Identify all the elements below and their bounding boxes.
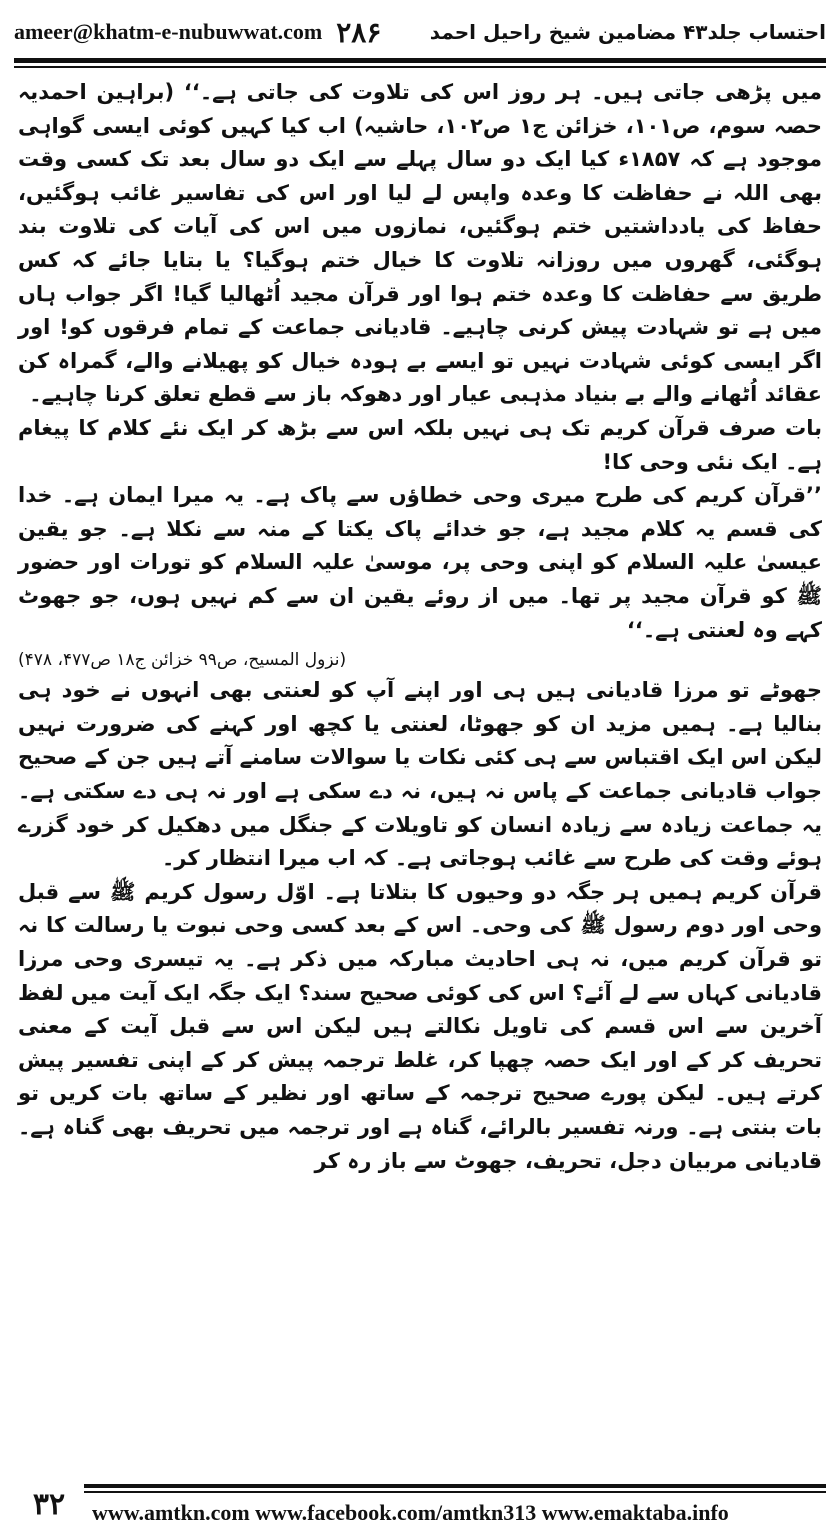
footer-rule-thick <box>84 1484 826 1488</box>
header-title: احتساب جلد۴۳ مضامین شیخ راحیل احمد <box>429 20 826 44</box>
footer-bar <box>84 1482 826 1526</box>
header-left <box>14 16 381 49</box>
header-email[interactable]: ameer@khatm-e-nubuwwat.com <box>14 19 323 44</box>
header-page-number: ۲۸۶ <box>336 15 382 49</box>
page-header <box>14 12 826 52</box>
paragraph-1: میں پڑھی جاتی ہیں۔ ہر روز اس کی تلاوت کی جاتی ہے۔‘‘ (براہین احمدیہ حصہ سوم، ص۱۰۱، خزائن ج۱ ص۱۰۲، حاشیہ) اب کیا کہیں کوئی ایسی گواہی موجود ہے کہ ۱۸۵۷ء کیا ایک دو سال پہلے سے ایک دو سال بعد تک کسی وقت بھی اللہ نے حفاظت کا وعدہ واپس لے لیا اور اس کی تفاسیر غائب ہوگئیں، حفاظ کی یادداشتیں ختم ہوگئیں، نمازوں میں اس کی آیات کی تلاوت بند ہوگئی، گھروں میں روزانہ تلاوت کا خیال ختم ہوگیا؟ یا بتایا جائے کہ کس طریق سے حفاظت کا وعدہ ختم ہوا اور قرآن مجید اُٹھالیا گیا! اگر جواب ہاں میں ہے تو شہادت پیش کرنی چاہیے۔ قادیانی جماعت کے تمام فرقوں کو! اور اگر ایسی کوئی شہادت نہیں تو ایسے بے ہودہ خیال کو پھیلانے والے، گمراہ کن عقائد اُٹھانے والے بے بنیاد مذہبی عیار اور دھوکہ باز سے قطع تعلق کرنا چاہیے۔ <box>18 80 822 407</box>
page-body <box>18 76 822 1470</box>
paragraph-4: قرآن کریم ہمیں ہر جگہ دو وحیوں کا بتلاتا ہے۔ اوّل رسول کریم ﷺ سے قبل وحی اور دوم رسول ﷺ کی وحی۔ اس کے بعد کسی وحی نبوت یا رسالت کا نہ تو قرآن کریم میں، نہ ہی احادیث مبارکہ میں ذکر ہے۔ یہ تیسری وحی مرزا قادیانی کہاں سے لے آئے؟ اس کی کوئی صحیح سند؟ ایک جگہ ایک آیت میں لفظ آخرین سے اس قسم کی تاویل نکالتے ہیں لیکن اس سے قبل آیت کے معنی تحریف کر کے اور ایک حصہ چھپا کر، غلط ترجمہ پیش کر کے اپنی تفسیر پیش کرتے ہیں۔ لیکن پورے صحیح ترجمہ کے ساتھ اور نظیر کے ساتھ بات کریں تو بات بنتی ہے۔ ورنہ تفسیر بالرائے، گناہ ہے اور ترجمہ میں تحریف بھی گناہ ہے۔ قادیانی مربیان دجل، تحریف، جھوٹ سے باز رہ کر <box>18 879 823 1173</box>
paragraph-3: جھوٹے تو مرزا قادیانی ہیں ہی اور اپنے آپ کو لعنتی بھی انہوں نے خود ہی بنالیا ہے۔ ہمیں مزید ان کو جھوٹا، لعنتی یا کچھ اور کہنے کی ضرورت نہیں لیکن اس ایک اقتباس سے ہی کئی نکات یا سوالات سامنے آتے ہیں جن کے صحیح جواب قادیانی جماعت کے پاس نہ ہیں، نہ دے سکی ہے اور نہ ہی دے سکتی ہے۔ یہ جماعت زیادہ سے زیادہ انسان کو تاویلات کے جنگل میں دھکیل کر خود گزرے ہوئے وقت کی طرح سے غائب ہوجاتی ہے۔ کہ اب میرا انتظار کر۔ <box>18 678 822 871</box>
paragraph-2: بات صرف قرآن کریم تک ہی نہیں بلکہ اس سے بڑھ کر ایک نئے کلام کا پیغام ہے۔ ایک نئی وحی کا! <box>18 415 822 474</box>
footer-rule-thin <box>84 1491 826 1493</box>
header-rule-thick <box>14 58 826 63</box>
paragraph-quote: ’’قرآن کریم کی طرح میری وحی خطاؤں سے پاک ہے۔ یہ میرا ایمان ہے۔ خدا کی قسم یہ کلام مجید ہے، جو خدائے پاک یکتا کے منہ سے نکلا ہے۔ جو یقین عیسیٰ علیہ السلام کو اپنی وحی پر، موسیٰ علیہ السلام کو تورات اور حضور ﷺ کو قرآن مجید پر تھا۔ میں از روئے یقین ان سے کم نہیں ہوں، جو جھوٹ کہے وہ لعنتی ہے۔‘‘ <box>18 483 822 642</box>
quote-citation: (نزول المسیح، ص۹۹ خزائن ج۱۸ ص۴۷۷، ۴۷۸) <box>18 650 347 671</box>
page-footer <box>14 1482 826 1526</box>
footer-page-number: ۳۲ <box>32 1486 66 1522</box>
header-rule-thin <box>14 66 826 68</box>
footer-links[interactable]: www.amtkn.com www.facebook.com/amtkn313 www.emaktaba.info <box>92 1500 729 1525</box>
